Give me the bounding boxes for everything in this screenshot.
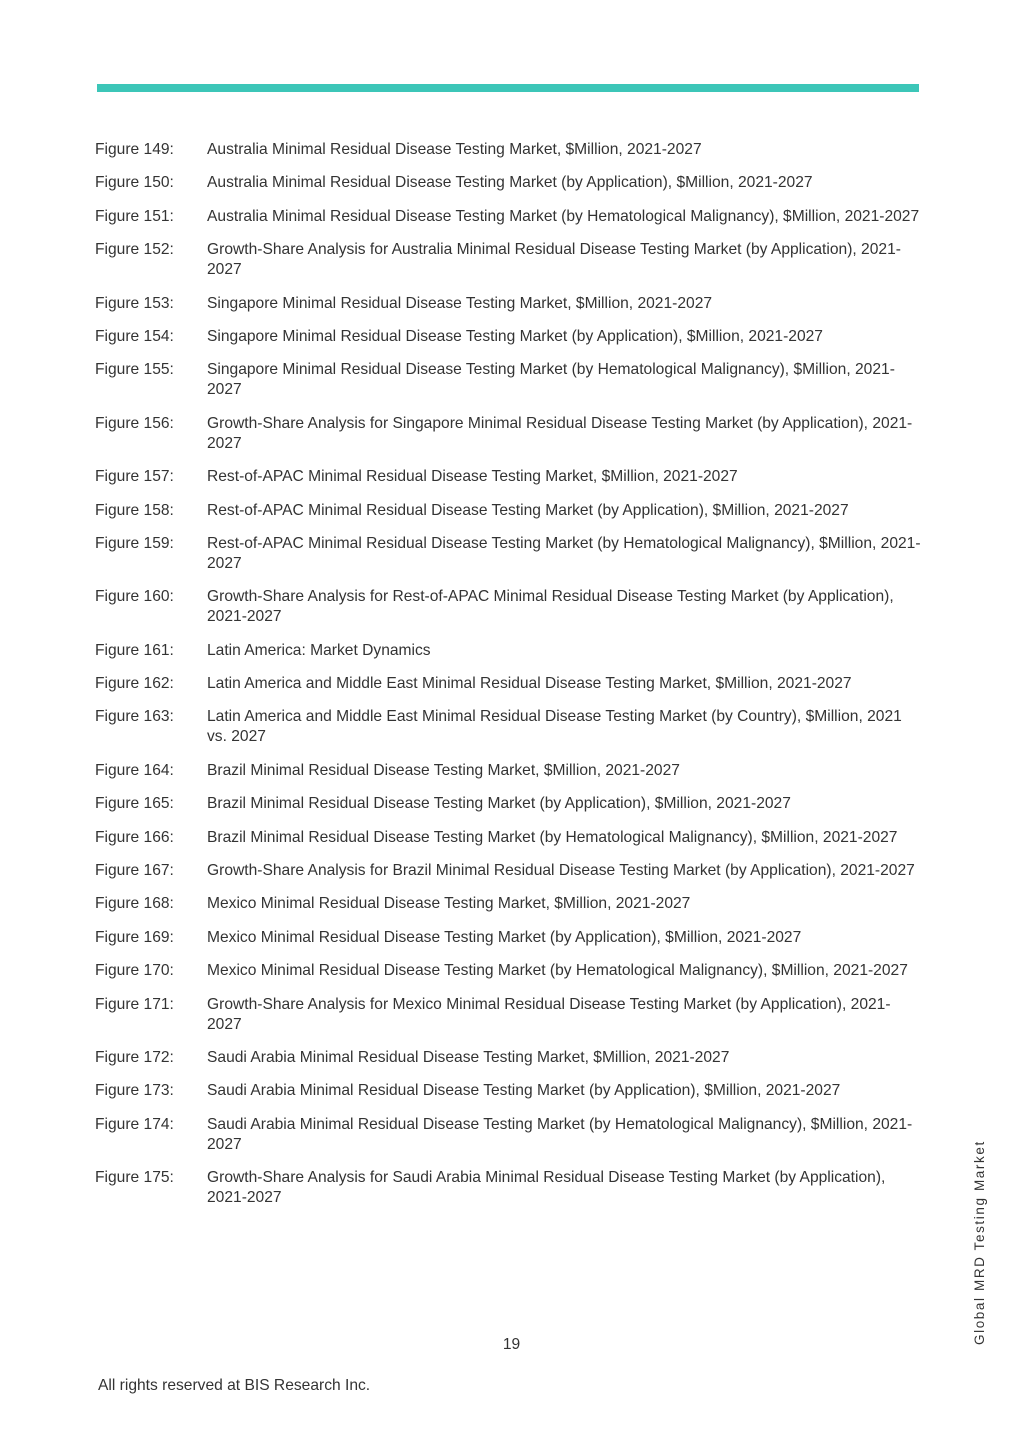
figure-label: Figure 164: — [95, 761, 174, 779]
figure-title: Saudi Arabia Minimal Residual Disease Testing Market, $Million, 2021-2027 — [207, 1048, 730, 1066]
figure-entry — [95, 1115, 925, 1155]
header-accent-bar — [97, 84, 919, 92]
figure-label: Figure 166: — [95, 828, 174, 846]
figure-entry — [95, 240, 925, 280]
figure-title: Growth-Share Analysis for Australia Minimal Residual Disease Testing Market (by Application), 2021-2027 — [207, 241, 901, 279]
figure-label: Figure 174: — [95, 1115, 174, 1133]
side-running-title: Global MRD Testing Market — [972, 1140, 987, 1345]
figure-title: Saudi Arabia Minimal Residual Disease Testing Market (by Application), $Million, 2021-2027 — [207, 1082, 841, 1100]
figure-entry — [95, 995, 925, 1035]
figure-title: Brazil Minimal Residual Disease Testing Market (by Hematological Malignancy), $Million, 2021-2027 — [207, 828, 898, 846]
figure-entry — [95, 1081, 925, 1101]
figure-title: Latin America and Middle East Minimal Residual Disease Testing Market (by Country), $Million, 2021 vs. 2027 — [207, 708, 902, 746]
figure-entry — [95, 501, 925, 521]
page-number: 19 — [502, 1336, 521, 1353]
figure-label: Figure 169: — [95, 928, 174, 946]
figure-entry — [95, 894, 925, 914]
list-of-figures — [95, 140, 925, 1222]
figure-label: Figure 151: — [95, 207, 174, 225]
figure-label: Figure 173: — [95, 1082, 174, 1100]
figure-entry — [95, 207, 925, 227]
figure-entry — [95, 414, 925, 454]
figure-title: Australia Minimal Residual Disease Testing Market (by Hematological Malignancy), $Million, 2021-2027 — [207, 207, 920, 225]
figure-title: Singapore Minimal Residual Disease Testing Market, $Million, 2021-2027 — [207, 294, 713, 312]
figure-entry — [95, 360, 925, 400]
figure-title: Rest-of-APAC Minimal Residual Disease Testing Market, $Million, 2021-2027 — [207, 468, 738, 486]
figure-entry — [95, 674, 925, 694]
figure-label: Figure 152: — [95, 241, 174, 259]
figure-label: Figure 168: — [95, 895, 174, 913]
figure-entry — [95, 961, 925, 981]
figure-label: Figure 172: — [95, 1048, 174, 1066]
figure-title: Latin America: Market Dynamics — [207, 641, 431, 659]
figure-title: Mexico Minimal Residual Disease Testing Market (by Hematological Malignancy), $Million, 2021-2027 — [207, 962, 908, 980]
figure-title: Mexico Minimal Residual Disease Testing Market (by Application), $Million, 2021-2027 — [207, 928, 802, 946]
figure-title: Singapore Minimal Residual Disease Testing Market (by Application), $Million, 2021-2027 — [207, 327, 823, 345]
figure-entry — [95, 327, 925, 347]
figure-entry — [95, 294, 925, 314]
figure-label: Figure 171: — [95, 995, 174, 1013]
figure-label: Figure 165: — [95, 795, 174, 813]
figure-title: Growth-Share Analysis for Mexico Minimal Residual Disease Testing Market (by Application), 2021-2027 — [207, 995, 891, 1033]
figure-label: Figure 155: — [95, 361, 174, 379]
figure-title: Latin America and Middle East Minimal Residual Disease Testing Market, $Million, 2021-2027 — [207, 675, 852, 693]
figure-label: Figure 170: — [95, 962, 174, 980]
figure-label: Figure 162: — [95, 675, 174, 693]
figure-label: Figure 154: — [95, 327, 174, 345]
figure-label: Figure 160: — [95, 588, 174, 606]
figure-title: Singapore Minimal Residual Disease Testing Market (by Hematological Malignancy), $Million, 2021-2027 — [207, 361, 895, 399]
figure-title: Brazil Minimal Residual Disease Testing Market (by Application), $Million, 2021-2027 — [207, 795, 791, 813]
figure-label: Figure 156: — [95, 414, 174, 432]
footer-copyright: All rights reserved at BIS Research Inc. — [98, 1377, 371, 1394]
figure-title: Growth-Share Analysis for Saudi Arabia Minimal Residual Disease Testing Market (by Application), 2021-2027 — [207, 1169, 886, 1207]
figure-entry — [95, 761, 925, 781]
figure-title: Growth-Share Analysis for Rest-of-APAC Minimal Residual Disease Testing Market (by Application), 2021-2027 — [207, 588, 894, 626]
figure-entry — [95, 534, 925, 574]
figure-label: Figure 175: — [95, 1169, 174, 1187]
figure-title: Australia Minimal Residual Disease Testing Market (by Application), $Million, 2021-2027 — [207, 174, 813, 192]
figure-label: Figure 149: — [95, 141, 174, 158]
figure-title: Rest-of-APAC Minimal Residual Disease Testing Market (by Application), $Million, 2021-2027 — [207, 501, 849, 519]
figure-title: Rest-of-APAC Minimal Residual Disease Testing Market (by Hematological Malignancy), $Million, 2021-2027 — [207, 534, 921, 572]
figure-label: Figure 150: — [95, 174, 174, 192]
figure-title: Australia Minimal Residual Disease Testing Market, $Million, 2021-2027 — [207, 141, 702, 158]
figure-entry — [95, 140, 925, 160]
figure-entry — [95, 1168, 925, 1208]
figure-entry — [95, 828, 925, 848]
figure-entry — [95, 641, 925, 661]
figure-title: Growth-Share Analysis for Singapore Minimal Residual Disease Testing Market (by Application), 2021-2027 — [207, 414, 913, 452]
figure-title: Saudi Arabia Minimal Residual Disease Testing Market (by Hematological Malignancy), $Million, 2021-2027 — [207, 1115, 913, 1153]
figure-label: Figure 153: — [95, 294, 174, 312]
figure-label: Figure 158: — [95, 501, 174, 519]
figure-entry — [95, 173, 925, 193]
figure-title: Growth-Share Analysis for Brazil Minimal Residual Disease Testing Market (by Application), 2021-2027 — [207, 862, 915, 880]
figure-label: Figure 163: — [95, 708, 174, 726]
figure-label: Figure 161: — [95, 641, 174, 659]
figure-entry — [95, 587, 925, 627]
figure-title: Mexico Minimal Residual Disease Testing Market, $Million, 2021-2027 — [207, 895, 691, 913]
figure-label: Figure 159: — [95, 534, 174, 552]
figure-entry — [95, 1048, 925, 1068]
figure-entry — [95, 467, 925, 487]
figure-label: Figure 167: — [95, 862, 174, 880]
figure-label: Figure 157: — [95, 468, 174, 486]
figure-entry — [95, 928, 925, 948]
figure-entry — [95, 794, 925, 814]
figure-title: Brazil Minimal Residual Disease Testing Market, $Million, 2021-2027 — [207, 761, 680, 779]
figure-entry — [95, 861, 925, 881]
figure-entry — [95, 707, 925, 747]
